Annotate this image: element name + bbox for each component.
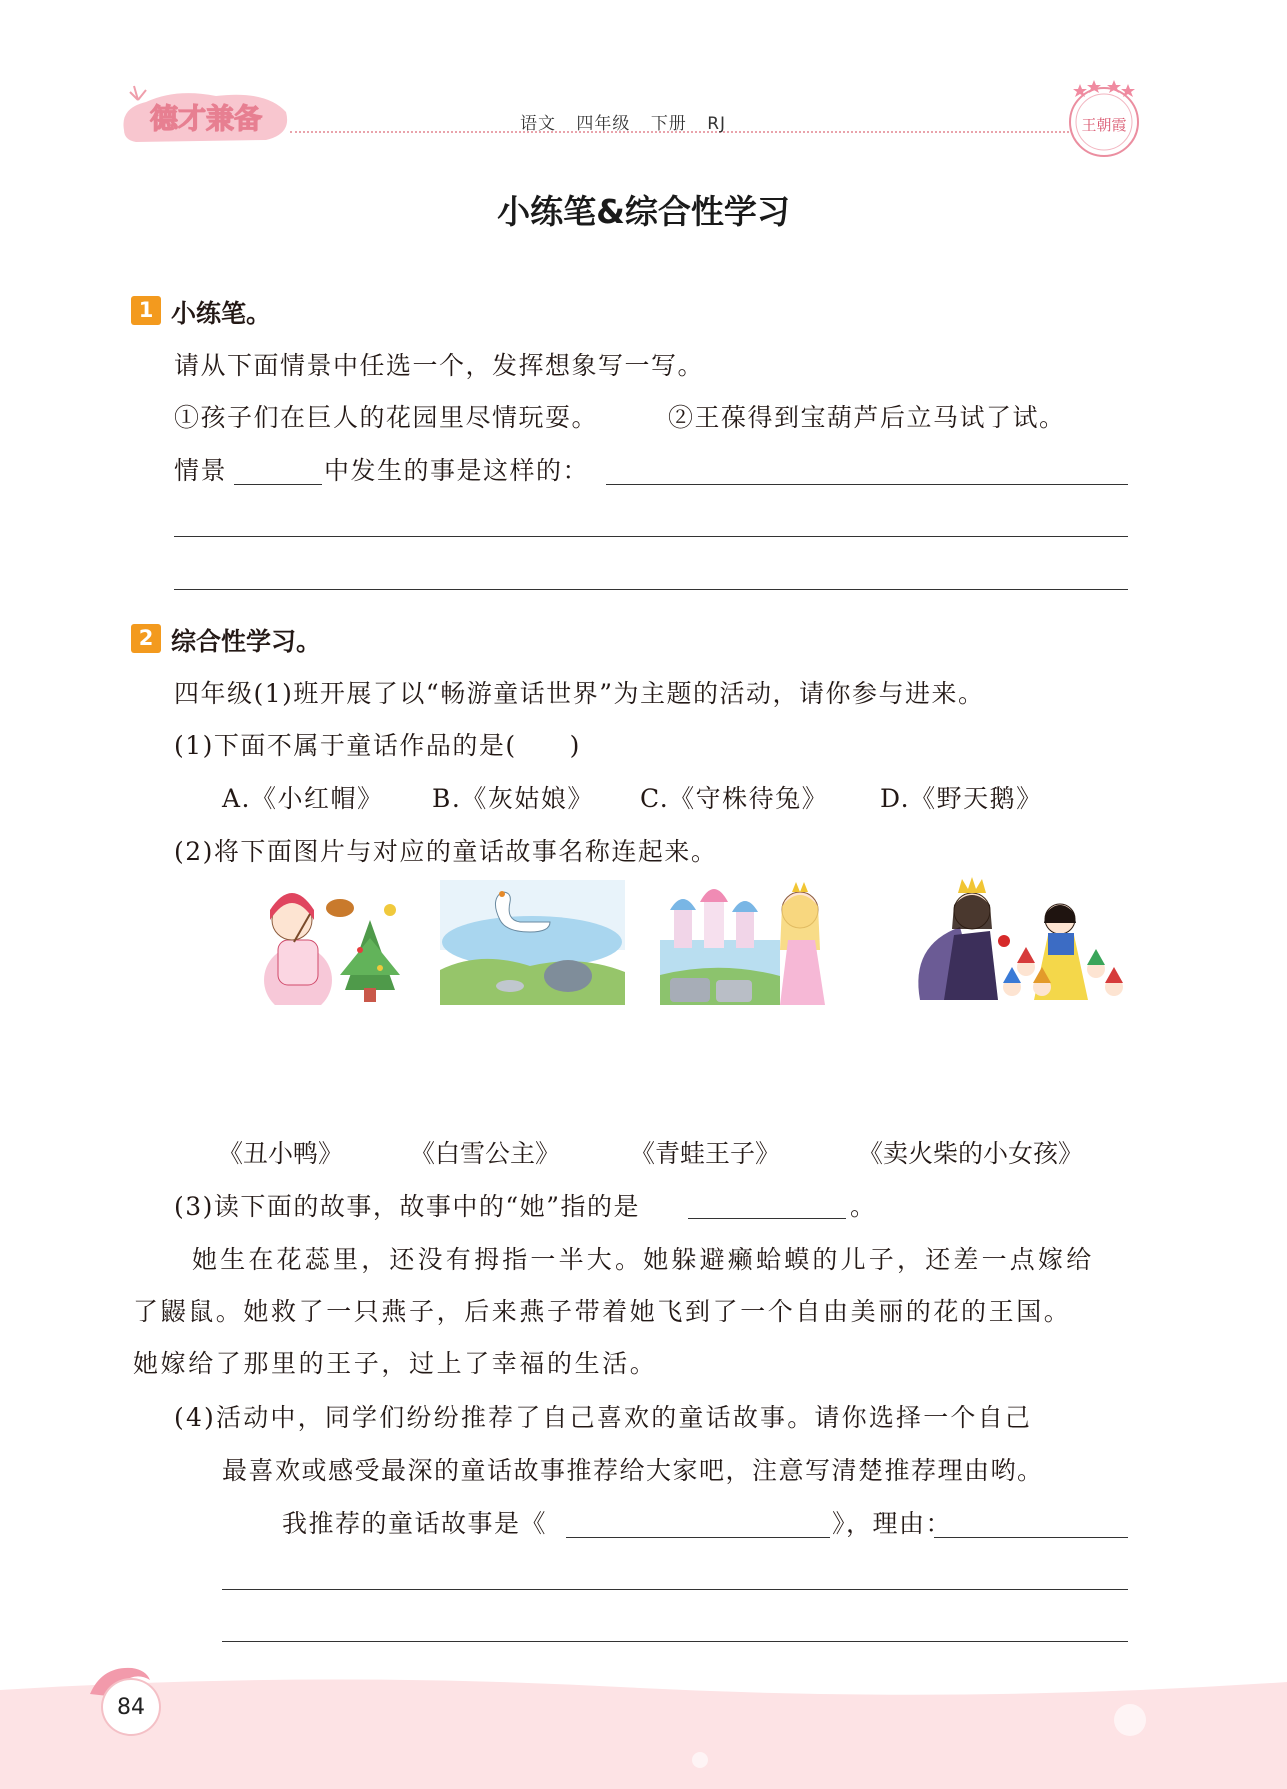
q2-sub1-choice-d[interactable]: D.《野天鹅》 — [880, 784, 1043, 813]
story-name-match-girl[interactable]: 《卖火柴的小女孩》 — [858, 1139, 1084, 1168]
q2-sub2-question: (2)将下面图片与对应的童话故事名称连起来。 — [174, 837, 718, 866]
q1-prompt-prefix: 情景 — [174, 456, 228, 485]
q2-heading — [131, 622, 321, 658]
q1-answer-line-2[interactable] — [174, 536, 1128, 537]
q1-scene-blank[interactable] — [234, 484, 322, 485]
q2-sub4-prompt-prefix: 我推荐的童话故事是《 — [282, 1509, 548, 1538]
q2-title: 综合性学习。 — [171, 627, 322, 656]
page-number: 84 — [101, 1678, 161, 1736]
q2-sub1-choice-b[interactable]: B.《灰姑娘》 — [432, 784, 594, 813]
q2-sub4-line-2: 最喜欢或感受最深的童话故事推荐给大家吧，注意写清楚推荐理由哟。 — [222, 1456, 1044, 1485]
q2-sub1-choice-c[interactable]: C.《守株待兔》 — [640, 784, 829, 813]
q1-option-1: ①孩子们在巨人的花园里尽情玩耍。 — [174, 403, 599, 432]
story-paragraph-line-2: 了鼹鼠。她救了一只燕子，后来燕子带着她飞到了一个自由美丽的花的王国。 — [133, 1297, 1072, 1326]
q2-sub3-question-end: 。 — [850, 1192, 877, 1221]
story-name-ugly-duckling[interactable]: 《丑小鸭》 — [218, 1139, 344, 1168]
reason-line-1[interactable] — [934, 1537, 1128, 1538]
story-name-frog-prince[interactable]: 《青蛙王子》 — [630, 1139, 781, 1168]
q2-sub3-question: (3)读下面的故事，故事中的“她”指的是 — [174, 1192, 640, 1221]
brand-text: 德才兼备 — [149, 102, 263, 135]
picture-princess-castle[interactable] — [660, 880, 850, 1005]
story-paragraph-line-3: 她嫁给了那里的王子，过上了幸福的生活。 — [133, 1349, 658, 1378]
brand-logo — [116, 78, 294, 146]
header-subject: 语文 — [520, 114, 556, 134]
picture-snow-white[interactable] — [900, 875, 1130, 1005]
q1-number-badge: 1 — [131, 296, 161, 325]
story-name-snow-white[interactable]: 《白雪公主》 — [410, 1139, 561, 1168]
teacher-seal — [1060, 76, 1148, 164]
q1-title: 小练笔。 — [171, 299, 272, 328]
q1-option-2: ②王葆得到宝葫芦后立马试了试。 — [668, 403, 1066, 432]
story-paragraph-line-1: 她生在花蕊里，还没有拇指一半大。她躲避癞蛤蟆的儿子，还差一点嫁给 — [192, 1245, 1095, 1274]
q1-answer-line-1[interactable] — [606, 484, 1128, 485]
q1-answer-line-3[interactable] — [174, 589, 1128, 590]
q2-sub4-prompt-middle: 》，理由： — [832, 1509, 953, 1538]
q2-sub4-line-1: (4)活动中，同学们纷纷推荐了自己喜欢的童话故事。请你选择一个自己 — [174, 1403, 1033, 1432]
header-volume: 下册 — [650, 114, 687, 134]
recommended-story-blank[interactable] — [566, 1537, 830, 1538]
q1-instruction: 请从下面情景中任选一个，发挥想象写一写。 — [174, 351, 705, 380]
q1-prompt-suffix: 中发生的事是这样的： — [324, 456, 590, 485]
header-grade: 四年级 — [576, 114, 631, 134]
q2-sub3-answer-blank[interactable] — [688, 1218, 846, 1219]
page-title: 小练笔&综合性学习 — [497, 192, 790, 231]
header-info — [520, 109, 740, 134]
q1-heading — [131, 294, 271, 330]
q2-sub1-choice-a[interactable]: A.《小红帽》 — [222, 784, 384, 813]
footer-wave — [0, 1660, 1287, 1789]
reason-line-3[interactable] — [222, 1641, 1128, 1642]
reason-line-2[interactable] — [222, 1589, 1128, 1590]
seal-text: 王朝霞 — [1081, 116, 1127, 134]
header-edition: RJ — [707, 114, 727, 134]
picture-red-riding-hood[interactable] — [220, 880, 410, 1005]
q2-intro: 四年级(1)班开展了以“畅游童话世界”为主题的活动，请你参与进来。 — [174, 679, 985, 708]
picture-swan-lake[interactable] — [440, 880, 625, 1005]
q2-number-badge: 2 — [131, 624, 161, 653]
q2-sub1-question: (1)下面不属于童话作品的是( ) — [174, 731, 581, 760]
